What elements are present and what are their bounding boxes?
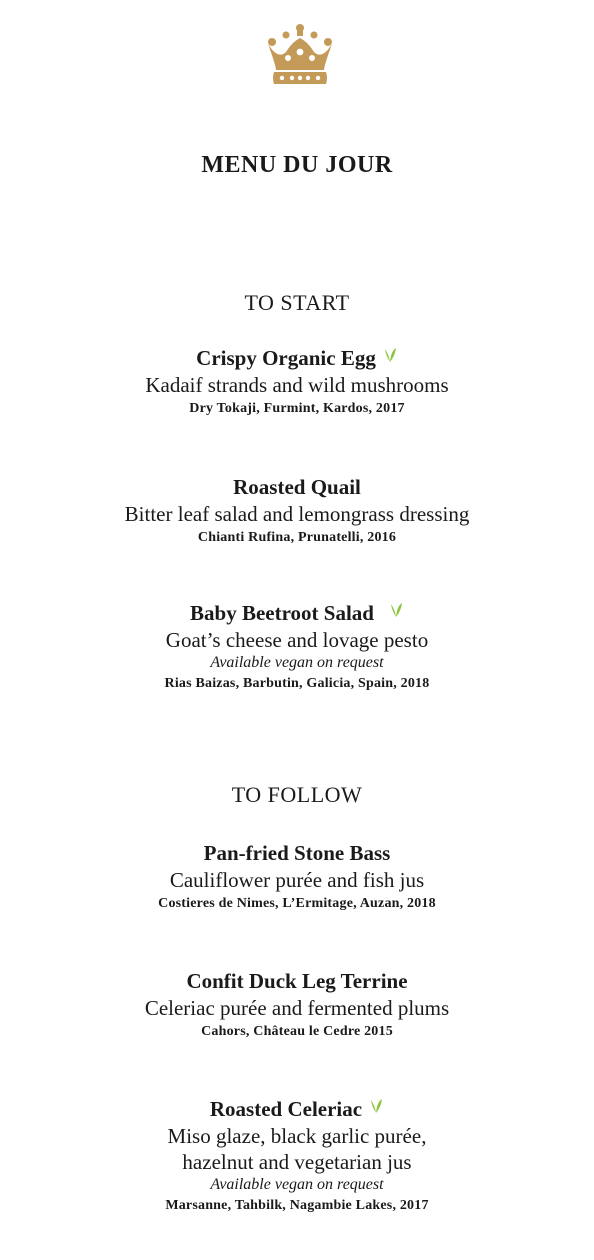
- dish-name: Baby Beetroot Salad: [190, 601, 374, 625]
- dish-roasted-quail: [0, 474, 594, 549]
- wine-pairing: Rias Baizas, Barbutin, Galicia, Spain, 2018: [164, 676, 430, 691]
- dish-name: Crispy Organic Egg: [196, 346, 376, 370]
- wine-pairing: Dry Tokaji, Furmint, Kardos, 2017: [189, 401, 405, 416]
- dish-description: Goat’s cheese and lovage pesto: [165, 628, 429, 652]
- menu-title: MENU DU JOUR: [201, 152, 393, 178]
- dish-pan-fried-stone-bass: [0, 840, 594, 915]
- dish-name: Roasted Celeriac: [209, 1097, 363, 1121]
- dish-crispy-organic-egg: [0, 345, 594, 420]
- dish-name: Pan-fried Stone Bass: [203, 841, 391, 865]
- dish-description: Bitter leaf salad and lemongrass dressing: [124, 502, 470, 526]
- dish-roasted-celeriac: [0, 1096, 594, 1217]
- dish-description: Kadaif strands and wild mushrooms: [145, 373, 449, 397]
- dish-description: Celeriac purée and fermented plums: [144, 996, 450, 1020]
- dish-name: Roasted Quail: [233, 475, 361, 499]
- dish-name: Confit Duck Leg Terrine: [186, 969, 408, 993]
- dish-description: Cauliflower purée and fish jus: [169, 868, 425, 892]
- section-heading-to-follow: TO FOLLOW: [231, 782, 363, 807]
- wine-pairing: Chianti Rufina, Prunatelli, 2016: [197, 530, 397, 545]
- dish-baby-beetroot-salad: [0, 600, 594, 695]
- section-heading-to-start: TO START: [244, 290, 350, 315]
- dish-confit-duck-leg-terrine: [0, 968, 594, 1043]
- dish-description-line-2: hazelnut and vegetarian jus: [182, 1150, 412, 1174]
- crown-icon: [262, 22, 338, 88]
- dish-description: Miso glaze, black garlic purée,: [167, 1124, 427, 1148]
- leaf-icon: [388, 602, 404, 618]
- leaf-icon: [382, 347, 398, 363]
- wine-pairing: Marsanne, Tahbilk, Nagambie Lakes, 2017: [165, 1198, 429, 1213]
- wine-pairing: Cahors, Château le Cedre 2015: [201, 1024, 393, 1039]
- dish-note: Available vegan on request: [210, 654, 384, 671]
- dish-note: Available vegan on request: [210, 1176, 384, 1193]
- leaf-icon: [368, 1098, 384, 1114]
- wine-pairing: Costieres de Nimes, L’Ermitage, Auzan, 2018: [158, 896, 436, 911]
